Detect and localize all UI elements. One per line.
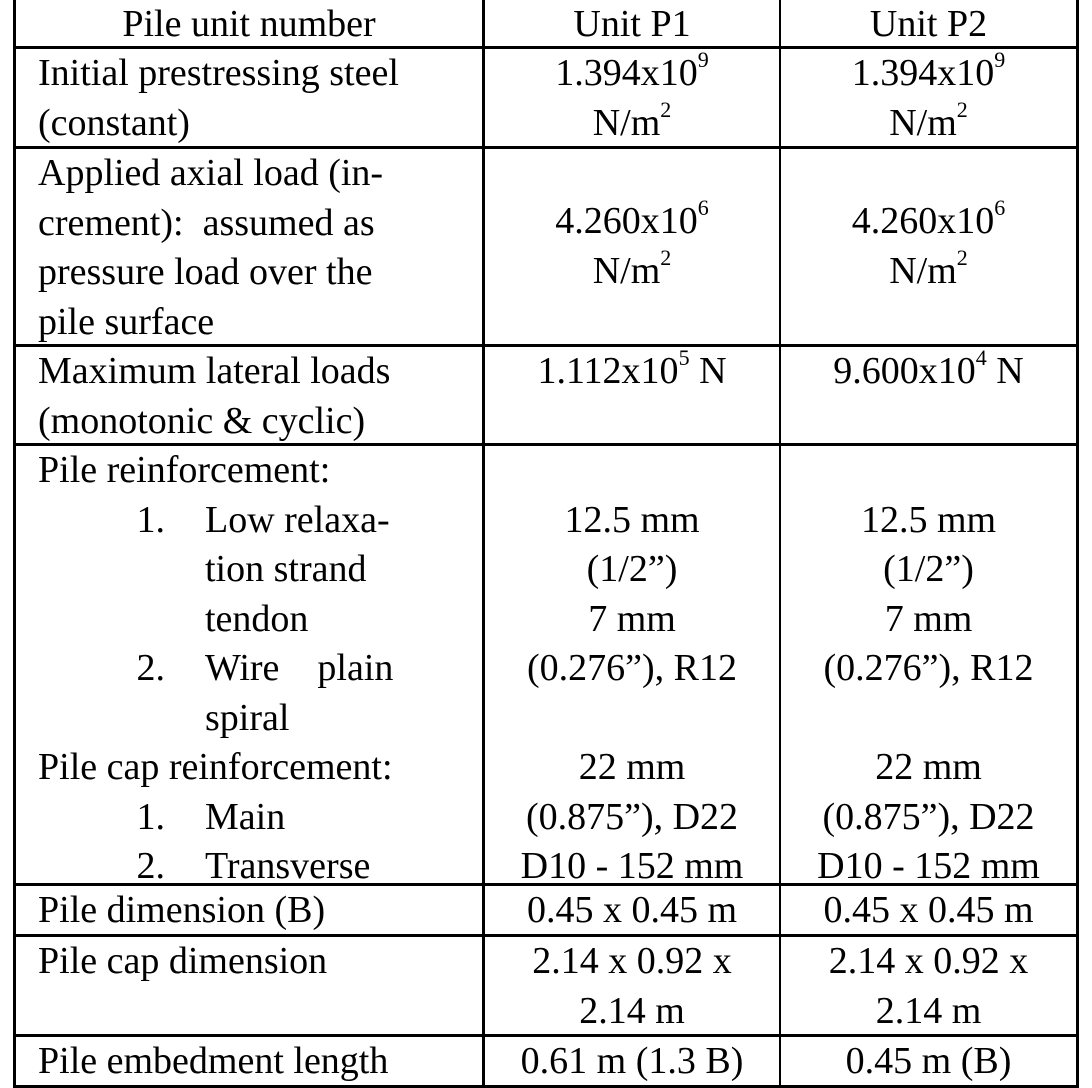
list-number: 2.: [136, 647, 165, 689]
label-line: Pile embedment length: [38, 1040, 389, 1082]
list-item-continued: [38, 694, 482, 744]
value-p1: [485, 937, 781, 1034]
list-text: tendon: [205, 597, 309, 640]
table-row-reinforcement: [13, 446, 1079, 886]
table-row-prestressing: [13, 49, 1079, 149]
value-line: $1.394x10^9$: [555, 47, 709, 94]
value-line: $1.112x10^5$ N: [537, 345, 727, 392]
unit-line: $N/m^2$: [592, 96, 672, 144]
header-label: Pile unit number: [122, 3, 376, 45]
header-label: Unit P1: [573, 3, 691, 45]
value-p1: [485, 886, 781, 934]
value-p2: [781, 149, 1079, 344]
unit-line: $N/m^2$: [889, 244, 968, 292]
list-text: Low relaxa-: [205, 498, 390, 541]
list-item-continued: [38, 545, 482, 595]
value-line: 0.45 x 0.45 m: [526, 889, 738, 931]
table-row-axial-load: [13, 149, 1079, 347]
value-line: (0.875”), D22: [525, 795, 739, 838]
value-line: D10 - 152 mm: [520, 845, 744, 887]
list-item: [38, 496, 482, 546]
list-item: [38, 793, 482, 843]
label-line: Pile cap dimension: [38, 940, 328, 982]
value-line: (0.276”), R12: [823, 647, 1034, 689]
label-line: pressure load over the: [38, 251, 373, 293]
value-line: 22 mm: [875, 746, 982, 788]
value-p2: [781, 446, 1079, 887]
label-line: Maximum lateral loads: [38, 350, 391, 392]
value-line: 0.61 m (1.3 B): [520, 1040, 744, 1082]
list-text: Wire plain: [205, 647, 394, 689]
value-line: 2.14 m: [875, 989, 982, 1032]
value-p1: [485, 347, 781, 443]
label-line: crement): assumed as: [38, 201, 375, 244]
label-line: (monotonic & cyclic): [38, 399, 366, 442]
header-unit-p1: [485, 0, 781, 46]
value-line: 7 mm: [884, 597, 973, 640]
unit-line: $N/m^2$: [889, 96, 968, 144]
value-line: (1/2”): [883, 548, 974, 590]
value-line: 22 mm: [578, 746, 686, 788]
value-p2: [781, 49, 1079, 146]
value-line: [485, 694, 779, 744]
list-text: spiral: [205, 696, 290, 739]
header-label: Unit P2: [869, 3, 988, 45]
value-p2: [781, 347, 1079, 443]
list-item: [38, 644, 482, 694]
value-p2: [781, 1037, 1079, 1085]
row-label: [13, 1037, 485, 1085]
label-line: (constant): [38, 101, 190, 144]
pile-cap-reinforcement-title: Pile cap reinforcement:: [38, 746, 393, 788]
value-line: [781, 694, 1076, 744]
label-line: Pile dimension (B): [38, 889, 326, 931]
value-line: 2.14 m: [579, 989, 685, 1032]
row-label: [13, 937, 485, 1034]
row-label: [13, 886, 485, 934]
value-line: (0.875”), D22: [822, 795, 1035, 838]
value-line: 12.5 mm: [564, 498, 700, 541]
header-unit-p2: [781, 0, 1079, 46]
label-line: Initial prestressing steel: [38, 52, 399, 94]
value-line: 0.45 m (B): [845, 1040, 1012, 1082]
table-header-row: [13, 0, 1079, 49]
row-label: [13, 149, 485, 344]
value-line: 7 mm: [588, 597, 676, 640]
value-p2: [781, 937, 1079, 1034]
list-item: [38, 842, 482, 892]
label-line: Applied axial load (in-: [38, 152, 384, 194]
value-line: 0.45 x 0.45 m: [823, 889, 1034, 931]
table-row-embedment-length: [13, 1037, 1079, 1088]
list-number: 1.: [136, 498, 165, 541]
row-label: [13, 49, 485, 146]
header-pile-unit-number: [13, 0, 485, 46]
value-p1: [485, 1037, 781, 1085]
value-line: $4.260x10^6$: [555, 195, 709, 242]
value-line: (0.276”), R12: [526, 647, 738, 689]
unit-line: $N/m^2$: [592, 244, 672, 292]
row-label: [13, 347, 485, 443]
table-row-lateral-loads: [13, 347, 1079, 446]
value-line: 2.14 x 0.92 x: [532, 940, 732, 982]
list-text: tion strand: [205, 548, 367, 590]
value-p1: [485, 446, 781, 887]
value-p1: [485, 49, 781, 146]
row-label: [13, 446, 485, 887]
value-p2: [781, 886, 1079, 934]
list-number: 1.: [136, 795, 165, 838]
list-item-continued: [38, 595, 482, 645]
pile-properties-table: [13, 0, 1079, 1088]
list-text: Main: [205, 795, 286, 838]
value-line: D10 - 152 mm: [817, 845, 1040, 887]
table-row-pile-dimension: [13, 886, 1079, 937]
value-line: $1.394x10^9$: [851, 47, 1006, 94]
table-row-pile-cap-dimension: [13, 937, 1079, 1037]
value-p1: [485, 149, 781, 344]
value-line: [781, 446, 1076, 496]
label-line: pile surface: [38, 300, 215, 343]
value-line: 12.5 mm: [860, 498, 997, 541]
value-line: 2.14 x 0.92 x: [828, 940, 1029, 982]
list-number: 2.: [136, 845, 165, 887]
value-line: $9.600x10^4$ N: [833, 345, 1024, 392]
value-line: [485, 446, 779, 496]
value-line: (1/2”): [586, 548, 678, 590]
pile-reinforcement-title: Pile reinforcement:: [38, 449, 331, 491]
value-line: $4.260x10^6$: [851, 195, 1006, 242]
list-text: Transverse: [205, 845, 371, 887]
